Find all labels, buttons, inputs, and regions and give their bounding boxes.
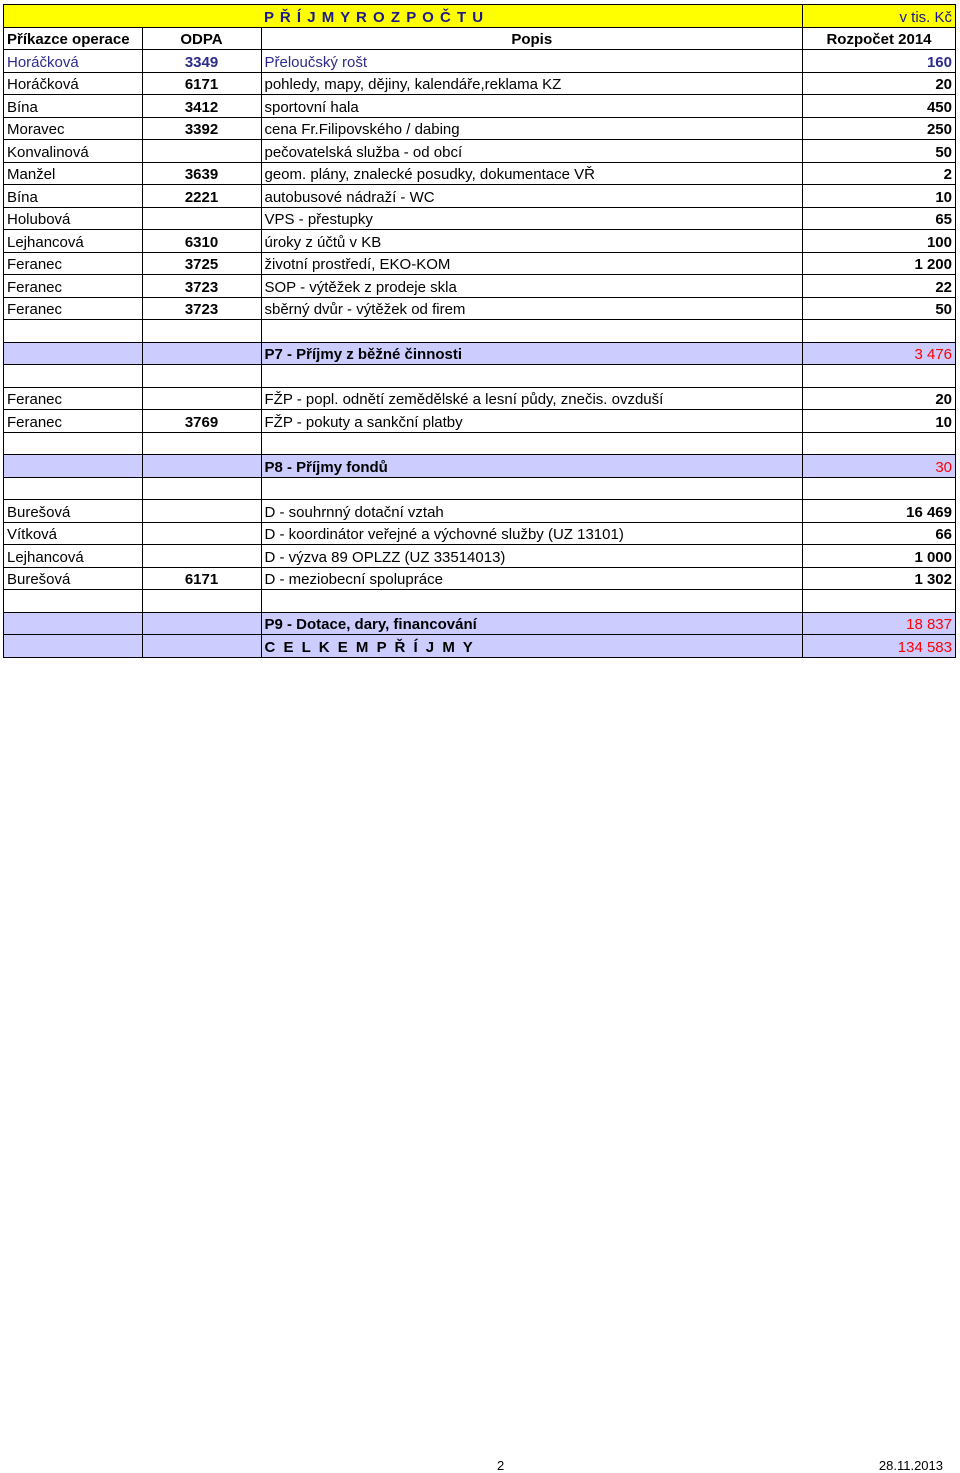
- row-odpa: 3412: [142, 95, 261, 118]
- row-popis: D - koordinátor veřejné a výchovné služby (UZ 13101): [261, 522, 803, 545]
- table-row: [4, 140, 956, 163]
- row-odpa: 6171: [142, 567, 261, 590]
- row-name: Horáčková: [4, 50, 143, 73]
- row-amount: 66: [803, 522, 956, 545]
- row-amount: 65: [803, 207, 956, 230]
- row-name: Feranec: [4, 410, 143, 433]
- table-row: [4, 567, 956, 590]
- header-odpa: ODPA: [142, 27, 261, 50]
- table-row: [4, 387, 956, 410]
- row-name: Vítková: [4, 522, 143, 545]
- footer-date: 28.11.2013: [878, 1458, 943, 1473]
- grand-total: [4, 635, 956, 658]
- title-row: [4, 5, 956, 28]
- row-popis: FŽP - pokuty a sankční platby: [261, 410, 803, 433]
- header-rozpocet: Rozpočet 2014: [803, 27, 956, 50]
- table-row: [4, 162, 956, 185]
- row-popis: D - souhrnný dotační vztah: [261, 500, 803, 523]
- blank-row: [4, 477, 956, 500]
- row-odpa: 6171: [142, 72, 261, 95]
- row-popis: Přeloučský rošt: [261, 50, 803, 73]
- row-name: Lejhancová: [4, 230, 143, 253]
- row-amount: 16 469: [803, 500, 956, 523]
- row-odpa: 6310: [142, 230, 261, 253]
- table-row: [4, 95, 956, 118]
- row-popis: cena Fr.Filipovského / dabing: [261, 117, 803, 140]
- row-odpa: 3723: [142, 297, 261, 320]
- table-row: [4, 50, 956, 73]
- table-row: [4, 297, 956, 320]
- row-odpa: [142, 140, 261, 163]
- row-name: Burešová: [4, 567, 143, 590]
- table-row: [4, 230, 956, 253]
- header-popis: Popis: [261, 27, 803, 50]
- row-name: Feranec: [4, 252, 143, 275]
- header-name: Příkazce operace: [4, 27, 143, 50]
- row-popis: geom. plány, znalecké posudky, dokumentace VŘ: [261, 162, 803, 185]
- table-row: [4, 207, 956, 230]
- table-row: [4, 117, 956, 140]
- row-name: Holubová: [4, 207, 143, 230]
- row-amount: 22: [803, 275, 956, 298]
- row-name: Burešová: [4, 500, 143, 523]
- row-odpa: [142, 387, 261, 410]
- page-title: P Ř Í J M Y R O Z P O Č T U: [261, 5, 803, 28]
- sum-amount: 134 583: [803, 635, 956, 658]
- row-name: Lejhancová: [4, 545, 143, 568]
- blank-row: [4, 365, 956, 388]
- sum-label: P8 - Příjmy fondů: [261, 455, 803, 478]
- table-row: [4, 500, 956, 523]
- row-popis: FŽP - popl. odnětí zemědělské a lesní půdy, znečis. ovzduší: [261, 387, 803, 410]
- row-name: Konvalinová: [4, 140, 143, 163]
- row-amount: 100: [803, 230, 956, 253]
- row-popis: životní prostředí, EKO-KOM: [261, 252, 803, 275]
- subtotal-p7: [4, 342, 956, 365]
- row-odpa: 3349: [142, 50, 261, 73]
- row-odpa: 3725: [142, 252, 261, 275]
- row-odpa: 2221: [142, 185, 261, 208]
- row-name: Bína: [4, 95, 143, 118]
- unit-label: v tis. Kč: [803, 5, 956, 28]
- row-popis: sportovní hala: [261, 95, 803, 118]
- row-odpa: 3769: [142, 410, 261, 433]
- row-odpa: 3723: [142, 275, 261, 298]
- sum-label: P9 - Dotace, dary, financování: [261, 612, 803, 635]
- subtotal-p8: [4, 455, 956, 478]
- row-popis: autobusové nádraží - WC: [261, 185, 803, 208]
- row-name: Bína: [4, 185, 143, 208]
- table-row: [4, 545, 956, 568]
- row-amount: 1 000: [803, 545, 956, 568]
- budget-table: [3, 4, 956, 658]
- row-amount: 10: [803, 185, 956, 208]
- table-row: [4, 185, 956, 208]
- table-row: [4, 275, 956, 298]
- sum-amount: 3 476: [803, 342, 956, 365]
- row-popis: pohledy, mapy, dějiny, kalendáře,reklama KZ: [261, 72, 803, 95]
- row-odpa: 3392: [142, 117, 261, 140]
- row-popis: D - meziobecní spolupráce: [261, 567, 803, 590]
- row-popis: SOP - výtěžek z prodeje skla: [261, 275, 803, 298]
- table-row: [4, 522, 956, 545]
- row-name: Feranec: [4, 387, 143, 410]
- row-amount: 160: [803, 50, 956, 73]
- row-name: Horáčková: [4, 72, 143, 95]
- blank-row: [4, 590, 956, 613]
- row-odpa: [142, 522, 261, 545]
- row-amount: 2: [803, 162, 956, 185]
- row-popis: sběrný dvůr - výtěžek od firem: [261, 297, 803, 320]
- blank-row: [4, 320, 956, 343]
- sum-label: P7 - Příjmy z běžné činnosti: [261, 342, 803, 365]
- row-name: Feranec: [4, 297, 143, 320]
- row-amount: 20: [803, 72, 956, 95]
- row-popis: pečovatelská služba - od obcí: [261, 140, 803, 163]
- row-popis: VPS - přestupky: [261, 207, 803, 230]
- row-amount: 1 302: [803, 567, 956, 590]
- row-amount: 50: [803, 297, 956, 320]
- row-amount: 1 200: [803, 252, 956, 275]
- row-odpa: 3639: [142, 162, 261, 185]
- sum-amount: 18 837: [803, 612, 956, 635]
- row-odpa: [142, 207, 261, 230]
- table-row: [4, 252, 956, 275]
- row-amount: 10: [803, 410, 956, 433]
- sum-label: C E L K E M P Ř Í J M Y: [261, 635, 803, 658]
- blank-row: [4, 432, 956, 455]
- sum-amount: 30: [803, 455, 956, 478]
- row-popis: D - výzva 89 OPLZZ (UZ 33514013): [261, 545, 803, 568]
- header-row: [4, 27, 956, 50]
- row-name: Manžel: [4, 162, 143, 185]
- row-popis: úroky z účtů v KB: [261, 230, 803, 253]
- page-number: 2: [497, 1458, 505, 1473]
- row-amount: 50: [803, 140, 956, 163]
- table-row: [4, 72, 956, 95]
- row-name: Feranec: [4, 275, 143, 298]
- row-amount: 20: [803, 387, 956, 410]
- row-odpa: [142, 545, 261, 568]
- subtotal-p9: [4, 612, 956, 635]
- row-odpa: [142, 500, 261, 523]
- row-amount: 250: [803, 117, 956, 140]
- row-amount: 450: [803, 95, 956, 118]
- table-row: [4, 410, 956, 433]
- row-name: Moravec: [4, 117, 143, 140]
